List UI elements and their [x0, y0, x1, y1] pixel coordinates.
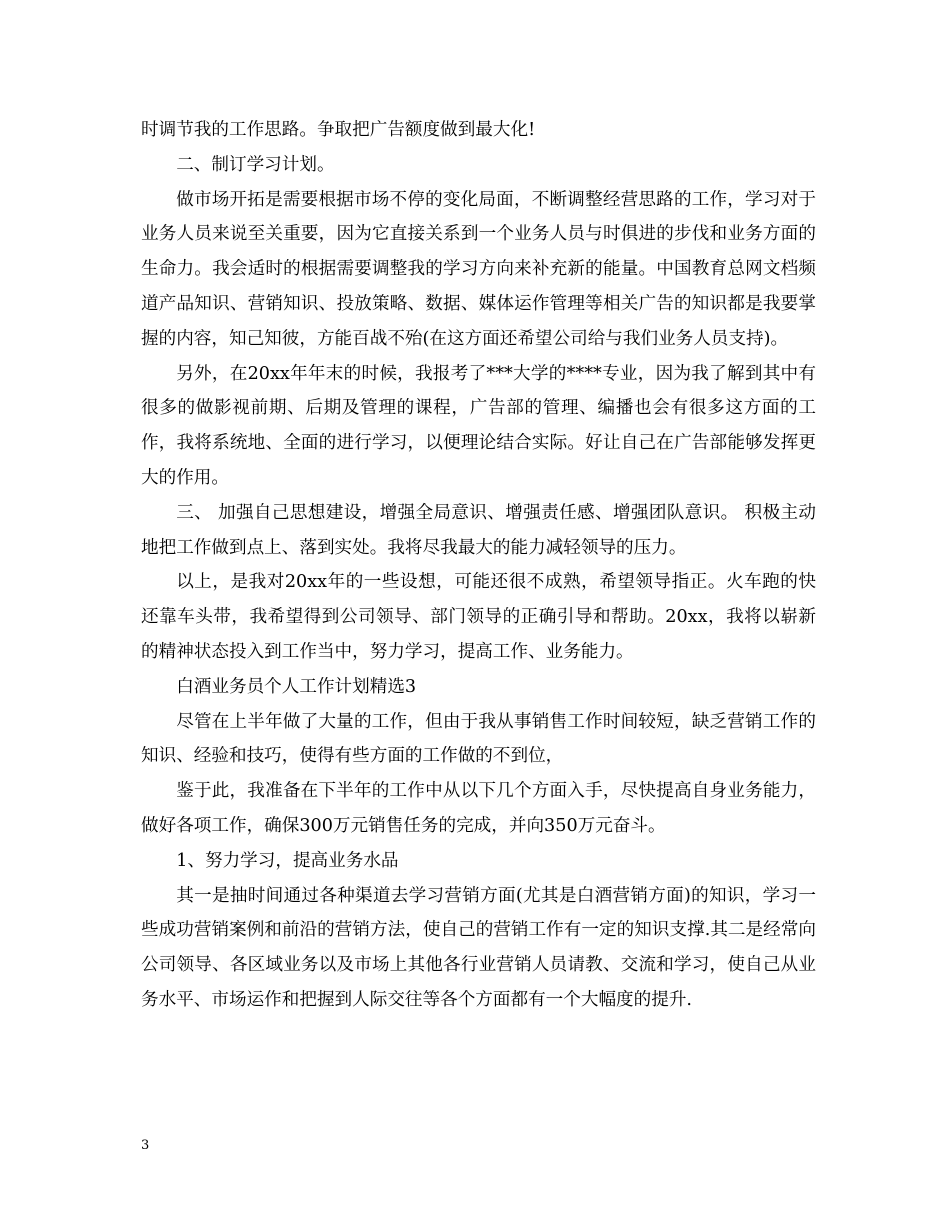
page-number: 3	[141, 1138, 150, 1153]
paragraph: 三、 加强自己思想建设，增强全局意识、增强责任感、增强团队意识。 积极主动地把工作做到点上、落到实处。我将尽我最大的能力减轻领导的压力。	[141, 502, 816, 558]
paragraph: 时调节我的工作思路。争取把广告额度做到最大化!	[141, 120, 536, 140]
paragraph: 尽管在上半年做了大量的工作，但由于我从事销售工作时间较短，缺乏营销工作的知识、经验和技巧，使得有些方面的工作做的不到位，	[141, 711, 816, 767]
subsection-heading: 1、努力学习，提高业务水品	[176, 850, 399, 871]
paragraph: 鉴于此，我准备在下半年的工作中从以下几个方面入手，尽快提高自身业务能力，做好各项工作，确保300万元销售任务的完成，并向350万元奋斗。	[141, 781, 816, 836]
body-text	[141, 113, 816, 1018]
section-heading-study-plan: 二、制订学习计划。	[176, 154, 335, 175]
paragraph: 以上，是我对20xx年的一些设想，可能还很不成熟，希望领导指正。火车跑的快还靠车头带，我希望得到公司领导、部门领导的正确引导和帮助。20xx，我将以崭新的精神状态投入到工作当中，努力学习，提高工作、业务能力。	[141, 572, 816, 662]
paragraph: 其一是抽时间通过各种渠道去学习营销方面(尤其是白酒营销方面)的知识，学习一些成功营销案例和前沿的营销方法，使自己的营销工作有一定的知识支撑.其二是经常向公司领导、各区域业务以及市场上其他各行业营销人员请教、交流和学习，使自己从业务水平、市场运作和把握到人际交往等各个方面都有一个大幅度的提升.	[141, 885, 816, 1010]
section-title: 白酒业务员个人工作计划精选3	[176, 676, 417, 697]
paragraph: 做市场开拓是需要根据市场不停的变化局面，不断调整经营思路的工作，学习对于业务人员来说至关重要，因为它直接关系到一个业务人员与时俱进的步伐和业务方面的生命力。我会适时的根据需要调整我的学习方向来补充新的能量。中国教育总网文档频道产品知识、营销知识、投放策略、数据、媒体运作管理等相关广告的知识都是我要掌握的内容，知己知彼，方能百战不殆(在这方面还希望公司给与我们业务人员支持)。	[141, 189, 816, 349]
paragraph: 另外，在20xx年年末的时候，我报考了***大学的****专业，因为我了解到其中有很多的做影视前期、后期及管理的课程，广告部的管理、编播也会有很多这方面的工作，我将系统地、全面的进行学习，以便理论结合实际。好让自己在广告部能够发挥更大的作用。	[141, 363, 816, 488]
